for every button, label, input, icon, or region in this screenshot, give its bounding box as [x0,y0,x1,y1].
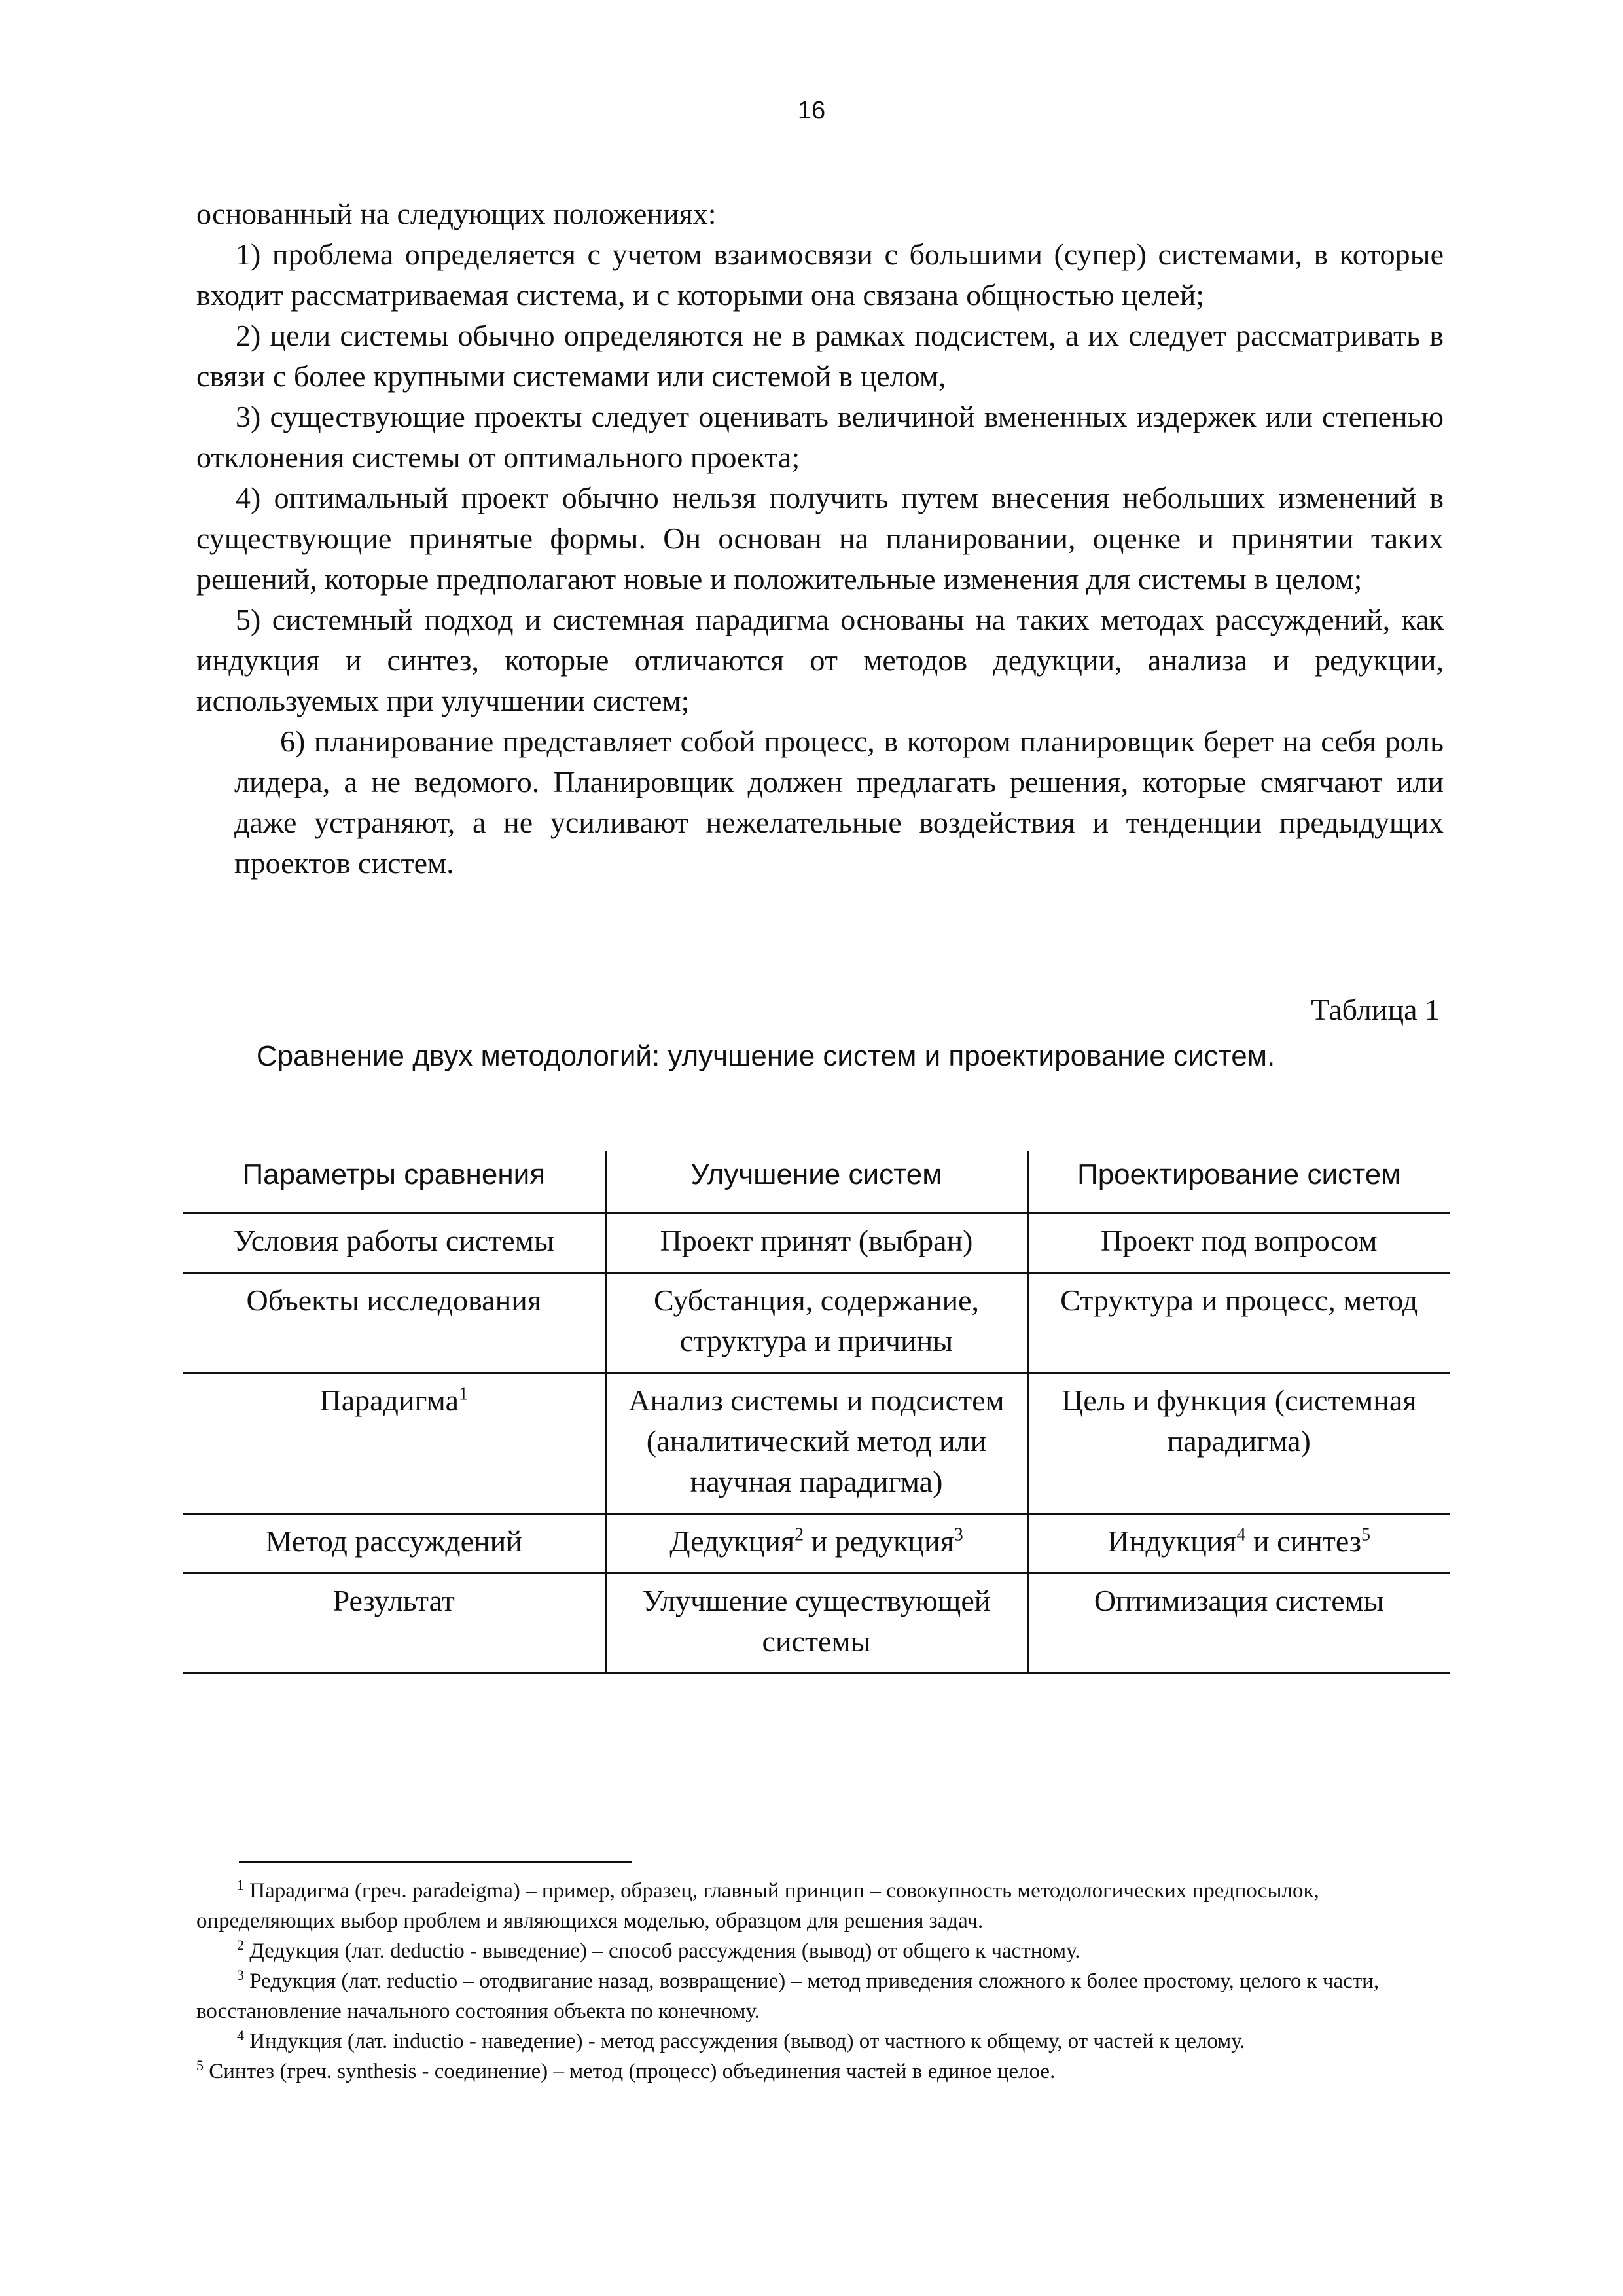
table-cell: Результат [183,1573,605,1674]
footnote-text: Парадигма (греч. paradeigma) – пример, образец, главный принцип – совокупность методологических предпосылок, определяющих выбор проблем и являющихся моделью, образцом для решения задач. [196,1879,1319,1933]
table-cell: Метод рассуждений [183,1514,605,1573]
footnote-text: Индукция (лат. inductio - наведение) - метод рассуждения (вывод) от частного к общему, от частей к целому. [249,2030,1245,2053]
table-cell: Проект под вопросом [1027,1213,1450,1273]
footnote-number: 4 [237,2027,244,2043]
table-caption: Сравнение двух методологий: улучшение систем и проектирование систем. [256,1040,1275,1072]
footnote-mark: 2 [794,1524,804,1545]
footnote-number: 3 [237,1967,244,1983]
list-item-6: 6) планирование представляет собой процесс, в котором планировщик берет на себя роль лидера, а не ведомого. Планировщик должен предлагать решения, которые смягчают или даже устраняют, а не усиливают нежелательные воздействия и тенденции предыдущих проектов систем. [234,725,1444,880]
page-number: 16 [797,97,826,124]
table-row [183,1213,1450,1273]
table-cell: Проект принят (выбран) [605,1213,1027,1273]
table-cell: Оптимизация системы [1027,1573,1450,1674]
table-row [183,1514,1450,1573]
footnote-4 [196,2026,1440,2056]
list-item-2: 2) цели системы обычно определяются не в рамках подсистем, а их следует рассматривать в связи с более крупными системами или системой в целом, [196,319,1444,393]
comparison-table [183,1151,1450,1674]
footnote-mark: 1 [459,1384,469,1405]
table-cell: Цель и функция (системная парадигма) [1027,1373,1450,1514]
footnote-3 [196,1966,1440,2026]
table-row [183,1373,1450,1514]
header-cell-design: Проектирование систем [1027,1151,1450,1213]
paragraph-intro: основанный на следующих положениях: [196,197,717,230]
body-text [196,194,1444,884]
footnote-number: 2 [237,1937,244,1953]
footnote-mark: 4 [1236,1524,1246,1545]
cell-text: Дедукция [669,1524,795,1558]
list-item-5: 5) системный подход и системная парадигма основаны на таких методах рассуждений, как индукция и синтез, которые отличаются от методов дедукции, анализа и редукции, используемых при улучшении систем; [196,603,1444,717]
footnote-mark: 5 [1361,1524,1370,1545]
table-cell: Условия работы системы [183,1213,605,1273]
header-cell-improvement: Улучшение систем [605,1151,1027,1213]
cell-text: и редукция [804,1524,954,1558]
footnote-separator [239,1861,632,1863]
header-cell-parameters: Параметры сравнения [242,1158,546,1191]
cell-text: Парадигма [319,1384,459,1417]
table-cell [183,1373,605,1514]
footnotes [196,1876,1440,2087]
footnote-1 [196,1876,1440,1936]
table-cell: Улучшение существующей системы [605,1573,1027,1674]
table-cell: Структура и процесс, метод [1027,1273,1450,1373]
list-item-1: 1) проблема определяется с учетом взаимосвязи с большими (супер) системами, в которые входит рассматриваемая система, и с которыми она связана общностью целей; [196,238,1444,312]
footnote-number: 5 [196,2057,204,2073]
list-item-3: 3) существующие проекты следует оценивать величиной вмененных издержек или степенью отклонения системы от оптимального проекта; [196,400,1444,474]
footnote-5 [196,2056,1440,2087]
footnote-2 [196,1936,1440,1966]
table-cell [1027,1514,1450,1573]
footnote-mark: 3 [954,1524,963,1545]
footnote-text: Синтез (греч. synthesis - соединение) – метод (процесс) объединения частей в единое целое. [209,2060,1056,2083]
table-header-row [183,1151,1450,1213]
table-row [183,1573,1450,1674]
list-item-4: 4) оптимальный проект обычно нельзя получить путем внесения небольших изменений в существующие принятые формы. Он основан на планировании, оценке и принятии таких решений, которые предполагают новые и положительные изменения для системы в целом; [196,481,1444,596]
table-cell: Объекты исследования [183,1273,605,1373]
table-row [183,1273,1450,1373]
table-cell [605,1514,1027,1573]
footnote-number: 1 [237,1876,244,1893]
table-cell: Анализ системы и подсистем (аналитический метод или научная парадигма) [605,1373,1027,1514]
footnote-text: Редукция (лат. reductio – отодвигание назад, возвращение) – метод приведения сложного к более простому, целого к части, восстановление начального состояния объекта по конечному. [196,1969,1380,2023]
cell-text: и синтез [1245,1524,1361,1558]
footnote-text: Дедукция (лат. deductio - выведение) – способ рассуждения (вывод) от общего к частному. [249,1939,1080,1963]
table-label: Таблица 1 [1311,993,1440,1026]
table-cell: Субстанция, содержание, структура и причины [605,1273,1027,1373]
cell-text: Индукция [1107,1524,1237,1558]
